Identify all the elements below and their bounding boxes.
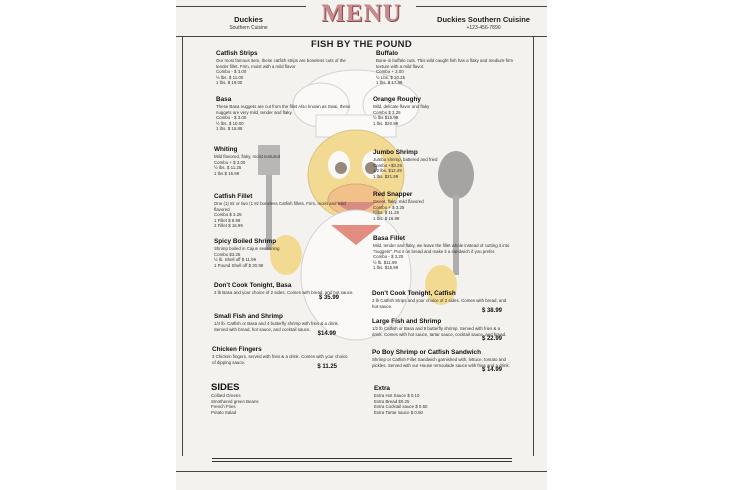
item-dont-cook-catfish [372,290,512,315]
item-desc: One (1) 8z or two (1 8z boneless Catfish fillets. Firm, moist and mild flavored [214,201,346,212]
extra-item: Extra Tartar sauce $ 0.50 [374,409,423,415]
side-item: Collard Greens [211,393,241,398]
item-title: Spicy Boiled Shrimp [214,238,277,245]
item-jumbo-shrimp [373,149,513,179]
item-price-line: 2 Fillet $ 16.99 [214,223,243,229]
item-dont-cook-basa [214,282,354,301]
item-desc: Mild, delicate flavor and flaky [373,104,430,109]
item-price-line: ½ lbs $15.99 [373,115,399,121]
item-title: Red Snapper [373,191,413,198]
footer-rule-2 [212,461,512,462]
sides-block [211,382,331,415]
item-title: Whiting [214,146,238,153]
item-price-line: 1 lbs $ 16.99 [214,170,240,176]
item-price: $ 35.99 [318,294,339,301]
item-price-line: 1 lbs. $ 16.99 [373,215,400,221]
item-price-line: 1 Fillet $ 8.99 [214,217,241,223]
header-rule-bottom [176,36,547,37]
item-title: Chicken Fingers [212,346,262,353]
item-price-line: Combo - $ 3.25 [373,254,404,260]
item-catfish-strips [216,50,351,86]
item-price-line: Combo +$3.25 [373,162,402,168]
item-price-line: Combo $3.25 [214,251,241,257]
item-desc: 1/4 lb. Catfish or Basa and 4 butterfly shrimp with fries & a drink. Served with bread, hot sauce, and cocktail sauce. [214,321,339,332]
item-price-line: Combo - $ 3.00 [216,69,247,75]
item-price-line: 1 lbs. $15.99 [373,265,399,271]
item-price-line: ½ lb. Shell off $ 11.99 [214,257,257,263]
item-desc: 1/2 lb Catfish or Basa and 8 butterfly shrimp. Served with fries & a drink. Comes with hot sauce, tartar sauce, cocktail sauce, and bread. [372,326,507,337]
item-catfish-fillet [214,193,354,229]
item-desc: Sweet, flaky, mild flavored [373,199,424,204]
item-small-fish-shrimp [214,313,354,338]
item-title: Don't Cook Tonight, Basa [214,282,292,289]
item-desc: Jumbo shrimp, battered and fried [373,157,438,162]
item-title: Po Boy Shrimp or Catfish Sandwich [372,349,482,356]
item-price: $ 38.99 [481,308,502,315]
item-price-line: 1 lbs. $ 17.99 [376,80,403,86]
item-large-fish-shrimp [372,318,512,343]
item-price-line: Combo + $ 3.25 [373,204,405,210]
item-title: Basa [216,96,232,103]
menu-page [176,0,547,490]
item-price: $ 11.25 [317,364,337,371]
extra-block [374,385,494,415]
section-title: FISH BY THE POUND [311,39,412,50]
item-desc: 2 lb Basa and your choice of 2 sides. Comes with bread, and hot sauce. [214,290,354,295]
item-basa [216,96,351,132]
border-left [182,36,183,456]
footer-rule-bottom [176,471,547,472]
item-desc: Our most famous item, these catfish strips are boneless cuts of the tender fillet. Firm, moist with a mild flavor [216,58,346,69]
item-title: Buffalo [376,50,399,57]
extra-item: Extra Cocktail sauce $ 0.50 [374,404,428,410]
item-price-line: 1 lbs. $ 19.00 [216,80,243,86]
item-price-line: Combo $ 3.25 [214,212,242,218]
item-price-line: ½ lbs. $ 11.25 [214,165,242,171]
item-price-line: 1/2 lbs. $12.49 [373,168,402,174]
item-desc: Shrimp or Catfish Fillet Sandwich garnished with, lettuce, tomato and pickles. Served with our House remoulade sauce with fries and a drink. [372,357,510,368]
brand-left [196,15,301,31]
item-price-line: ½lbs. $ 11.25 [373,210,400,216]
extra-title: Extra [374,385,390,392]
item-price-line: 1 lbs. $20.99 [373,120,399,126]
item-title: Jumbo Shrimp [373,149,418,156]
item-desc: 2 lb Catfish Strips and your choice of 2 sides. Comes with bread, and hot sauce. [372,298,507,309]
item-desc: Bone-in buffalo cuts. This wild caught fish has a flaky and medium-firm texture with a mild flavor. [376,58,513,69]
item-price-line: ½ Lbs. $ 10.25 [376,74,406,80]
brand-right [421,15,546,31]
item-price: $14.99 [317,331,336,338]
item-basa-fillet [373,235,513,271]
item-price-line: ½ lbs. $ 10.00 [216,120,244,126]
item-spicy-boiled-shrimp [214,238,354,268]
item-title: Catfish Fillet [214,193,253,200]
item-price-line: Combo $ 3.25 [373,109,401,115]
menu-title: MENU [321,0,402,27]
item-desc: Shrimp boiled in Cajun seasoning [214,246,280,251]
item-orange-roughy [373,96,513,126]
item-price-line: 1 lbs. $ 16.89 [216,126,243,132]
item-chicken-fingers [212,346,352,371]
item-price-line: ½ lbs. $ 11.00 [216,74,244,80]
brand-name-full: Duckies Southern Cuisine [437,15,530,24]
brand-name: Duckies [234,15,263,24]
footer-rule-1 [212,458,512,459]
item-title: Catfish Strips [216,50,258,57]
item-po-boy [372,349,512,374]
item-title: Don't Cook Tonight, Catfish [372,290,456,297]
item-price-line: ½ lb. $11.99 [373,259,397,265]
item-desc: Mild flavored, flaky, moist textured [214,154,281,159]
border-right [533,36,534,456]
item-price: $ 14.99 [481,367,502,374]
item-price-line: 1 Pound Shell off $ 20.99 [214,262,264,268]
extra-item: Extra Bread $0.25 [374,398,410,404]
brand-phone: +123-456-7890 [466,25,501,31]
item-title: Basa Fillet [373,235,405,242]
item-price-line: Combo - $ 3.00 [216,115,247,121]
item-price-line: 1 lbs. $21.99 [373,173,399,179]
side-item: French Fries [211,404,236,410]
item-buffalo [376,50,516,86]
item-desc: These Basa nuggets are cut from the fillet Also known as Swai, these nuggets are very mild, tender and flaky. [216,104,351,115]
item-red-snapper [373,191,513,221]
sides-title: SIDES [211,382,240,393]
item-price-line: Combo + 3.00 [376,69,404,75]
item-desc: Mild, tender and flaky, we leave the fillet whole instead of cutting it into "nuggets". Put it on bread and make it a sandwich if you prefer. [373,243,510,254]
item-title: Small Fish and Shrimp [214,313,283,320]
item-desc: 3 Chicken fingers, served with fries & a drink. Comes with your choice of dipping sauce. [212,354,348,365]
side-item: Smothered green Beans [211,398,259,404]
extra-item: Extra Hot Sauce $ 0.10 [374,393,420,398]
side-item: Potato Salad [211,409,237,415]
item-title: Orange Roughy [373,96,421,103]
item-whiting [214,146,349,176]
item-price-line: Combo + $ 3.00 [214,159,246,165]
item-price: $ 22.99 [481,336,502,343]
brand-sub: Southern Cuisine [229,25,268,31]
item-title: Large Fish and Shrimp [372,318,442,325]
